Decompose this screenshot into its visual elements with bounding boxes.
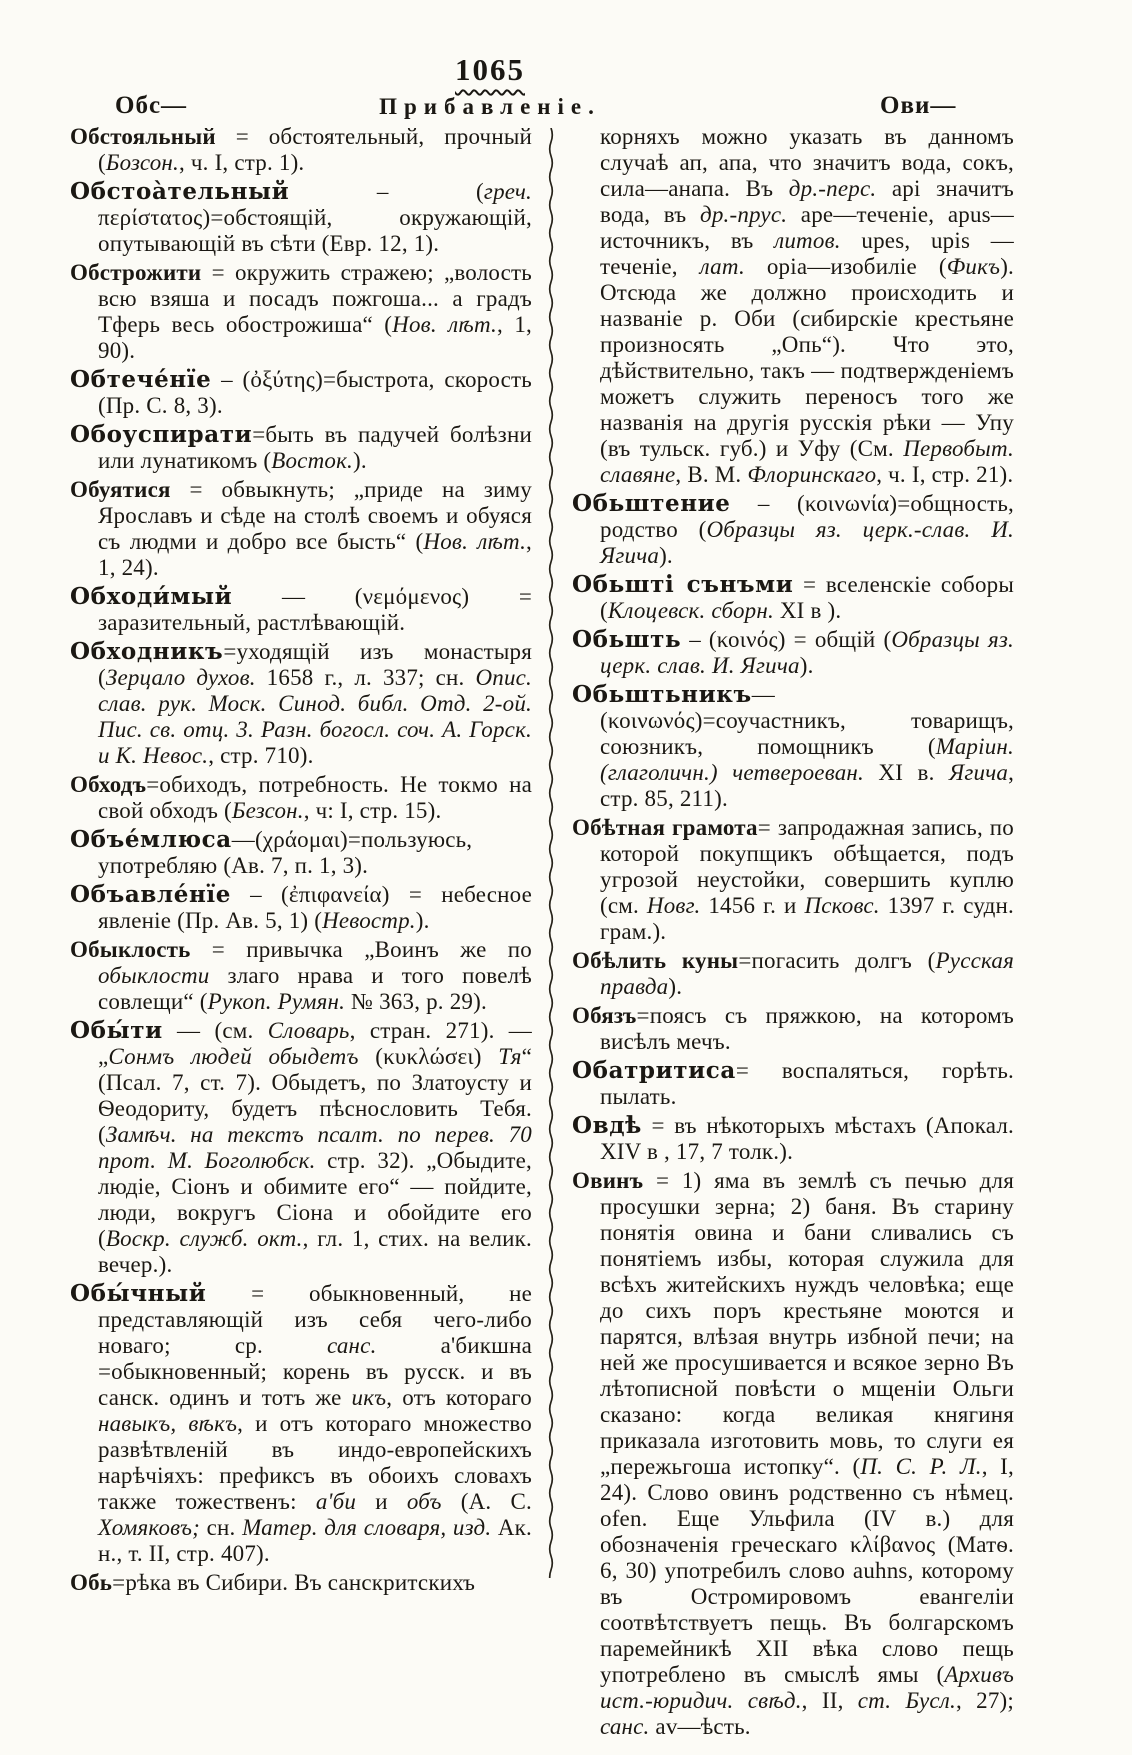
- entry-citation: санс.: [600, 1714, 650, 1739]
- entry-text: злаго нрава и того повелѣ совлещи“ (: [98, 963, 532, 1014]
- entry-text: “ (Псал. 7, ст. 7). Обыдетъ, по Златоусту и Ѳеодориту, будетъ пѣснословить Тебя. (: [98, 1044, 533, 1147]
- entry-text: =поясъ съ пряжкою, на которомъ висѣлъ мечъ.: [600, 1003, 1014, 1054]
- entry-text: – (ἐπιφανεία) = небесное явленіе (Пр. Ав. 5, 1) (: [98, 882, 532, 933]
- dictionary-entry: [572, 627, 1014, 679]
- entry-text: , и отъ котораго множество развѣтвленій въ индо-европейскихъ нарѣчіяхъ: префиксъ въ обоихъ словахъ также тожественъ:: [98, 1411, 533, 1514]
- entry-text: , отъ котораго: [386, 1385, 532, 1410]
- running-head-center: Прибавленіе.: [379, 94, 601, 119]
- entry-text: , стран. 271). — „: [98, 1018, 532, 1069]
- page-number: 1065: [455, 52, 525, 87]
- dictionary-entry: [572, 1003, 1014, 1055]
- entry-text: = окружить стражею; „волость всю взяша и посадъ пожгоша... а градъ Тферь весь обострожиша“ (: [98, 260, 532, 337]
- running-head-right: Ови—: [880, 92, 957, 119]
- entry-text: = воспаляться, горѣть. пылать.: [600, 1058, 1014, 1109]
- entry-text: = въ нѣкоторыхъ мѣстахъ (Апокал. XIV в , 17, 7 толк.).: [600, 1113, 1014, 1164]
- dictionary-entry: [70, 827, 532, 879]
- entry-text: , II,: [801, 1688, 858, 1713]
- dictionary-entry: [572, 948, 1014, 1000]
- dictionary-entry: [572, 1168, 1014, 1740]
- entry-text: = запродажная запись, по которой покупщикъ обѣщается, подъ угрозой неустойки, совершить куплю (см.: [600, 815, 1015, 918]
- dictionary-entry: [70, 124, 532, 176]
- entry-citation: Псковс.: [804, 893, 880, 918]
- entry-text: = обыкновенный, не представляющій изъ себя чего-либо новаго; ср.: [98, 1281, 532, 1358]
- entry-citation: Воскр. служб. окт.: [105, 1226, 303, 1251]
- entry-text: 1658 г., л. 337; сн.: [255, 665, 476, 690]
- dictionary-entry: [572, 1058, 1014, 1110]
- dictionary-entry: [70, 937, 532, 1015]
- entry-text: = вселенскіе соборы (: [600, 572, 1014, 623]
- entry-text: оріа—изобиліе (: [744, 254, 947, 279]
- dictionary-entry: [572, 815, 1014, 945]
- entry-citation: Хомяковъ;: [98, 1515, 201, 1540]
- entry-text: =уходящій изъ монастыря (: [98, 639, 532, 690]
- entry-text: Ак. н., т. II, стр. 407).: [98, 1515, 532, 1566]
- entry-text: а'бикшна =обыкновенный; корень въ русск. и въ санск. одинъ и тотъ же: [98, 1333, 532, 1410]
- entry-headword: Обы́чный: [70, 1280, 207, 1307]
- entry-text: XI в ).: [773, 598, 842, 623]
- entry-text: —(κοινωνός)=соучастникъ, товарищъ, союзникъ, помощникъ (: [600, 682, 1014, 759]
- dictionary-entry: [70, 772, 532, 824]
- dictionary-entry: [70, 477, 532, 581]
- entry-text: , 1, 90).: [98, 312, 532, 363]
- dictionary-entry: [70, 1281, 532, 1567]
- entry-text: =обиходъ, потребность. Не токмо на свой обходъ (: [98, 772, 532, 823]
- entry-headword: Объавле́нїе: [70, 881, 231, 908]
- entry-citation: Новг.: [646, 893, 701, 918]
- entry-text: , ч. I, стр. 1).: [179, 150, 305, 175]
- entry-text: , В. М.: [675, 462, 748, 487]
- entry-text: ).: [799, 653, 814, 678]
- entry-headword: Объе́млюса: [70, 826, 232, 853]
- text-block: [70, 124, 1062, 1743]
- dictionary-entry: [572, 682, 1014, 812]
- entry-headword: Обходъ: [70, 772, 147, 797]
- entry-citation: Зерцало духов.: [105, 665, 256, 690]
- entry-headword: Обьштьникъ: [572, 681, 752, 708]
- entry-citation: Маріин. (глаголичн.) четвероеван.: [600, 734, 1014, 785]
- entry-headword: Обьштение: [572, 490, 731, 517]
- entry-headword: Обьшть: [572, 626, 682, 653]
- dictionary-entry: [70, 1570, 532, 1596]
- entry-text: и: [356, 1489, 407, 1514]
- entry-text: (А. С.: [441, 1489, 532, 1514]
- entry-citation: Клоцевск. сборн.: [607, 598, 774, 623]
- dictionary-entry: [70, 639, 532, 769]
- entry-text: ).: [415, 908, 430, 933]
- entry-citation: Словарь: [267, 1018, 350, 1043]
- entry-citation: Сонмъ людей обыдетъ: [108, 1044, 359, 1069]
- entry-headword: Обязъ: [572, 1003, 637, 1028]
- entry-citation: Нов. лѣт.: [423, 529, 527, 554]
- dictionary-entry: [70, 1018, 532, 1278]
- entry-text: (κυκλώσει): [358, 1044, 499, 1069]
- entry-citation: др.-перс.: [788, 176, 877, 201]
- entry-headword: Обѣлить куны: [572, 948, 739, 973]
- entry-continuation: [572, 124, 1014, 488]
- entry-text: – (κοινός) = общій (: [681, 627, 892, 652]
- entry-citation: Замѣч. на текстъ псалт. по перев. 70 прот. М. Боголюбск.: [98, 1122, 532, 1173]
- entry-citation: Русская правда: [600, 948, 1014, 999]
- entry-text: 1397 г. судн. грам.).: [600, 893, 1014, 944]
- entry-text: , ч: I, стр. 15).: [303, 798, 442, 823]
- entry-headword: Обы́ти: [70, 1017, 163, 1044]
- entry-headword: Обѣтная грамота: [572, 815, 758, 840]
- entry-citation: Матер. для словаря, изд.: [242, 1515, 492, 1540]
- entry-citation: санс.: [327, 1333, 377, 1358]
- dictionary-entry: [572, 572, 1014, 624]
- entry-text: , гл. 1, стих. на велик. вечер.).: [98, 1226, 532, 1277]
- entry-citation: Флоринскаго: [747, 462, 877, 487]
- entry-citation: Безсон.: [231, 798, 304, 823]
- entry-text: =рѣка въ Сибири. Въ санскритскихъ: [112, 1570, 476, 1595]
- dictionary-entry: [572, 1113, 1014, 1165]
- entry-text: – (κοινωνία)=общность, родство (: [600, 491, 1014, 542]
- entry-text: av—ѣсть.: [649, 1714, 751, 1739]
- entry-text: аре—теченіе, apus—источникъ, въ: [600, 202, 1014, 253]
- entry-citation: а'би: [315, 1489, 357, 1514]
- entry-text: стр. 32). „Обыдите, людіе, Сіонъ и обимите его“ — пойдите, люди, вокругъ Сіона и обойдите его (: [98, 1148, 532, 1251]
- entry-citation: Образцы яз. церк. слав. И. Ягича: [600, 627, 1014, 678]
- entry-text: 1456 г. и: [700, 893, 805, 918]
- entry-headword: Обатритиса: [572, 1057, 736, 1084]
- entry-citation: обыклости: [98, 963, 210, 988]
- entry-citation: лат.: [699, 254, 745, 279]
- entry-citation: греч.: [483, 179, 532, 204]
- entry-text: арі значитъ вода, въ: [600, 176, 1014, 227]
- entry-text: ).: [659, 543, 673, 568]
- entry-text: = 1) яма въ землѣ съ печью для просушки зерна; 2) баня. Въ старину понятія овина и бани сливались съ понятіемъ избы, которая служила для всѣхъ житейскихъ нуждъ человѣка; еще до сихъ поръ крестьяне моются и парятся, влѣзая внутрь избной печи; на ней же просушивается и всякое зерно Въ лѣтописной повѣсти о мщеніи Ольги сказано: когда великая княгиня приказала изготовить мовь, то слуги ея „пережьгоша истопку“. (: [600, 1168, 1014, 1479]
- entry-text: – (: [289, 179, 484, 204]
- entry-citation: литов.: [774, 228, 841, 253]
- entry-citation: Восток.: [271, 448, 354, 473]
- entry-headword: Обстоа̀тельный: [70, 178, 290, 205]
- dictionary-entry: [70, 260, 532, 364]
- entry-headword: Обоуспирати: [70, 421, 253, 448]
- entry-citation: Ягича: [949, 760, 1009, 785]
- entry-text: сн.: [200, 1515, 243, 1540]
- entry-headword: Обьшті сънъми: [572, 571, 794, 598]
- entry-citation: ст. Бусл.: [857, 1688, 956, 1713]
- entry-citation: икъ: [351, 1385, 387, 1410]
- entry-text: корняхъ можно указать въ данномъ случаѣ ап, апа, что значитъ вода, сокъ, сила—анапа. Въ: [600, 124, 1014, 201]
- entry-text: , стр. 85, 211).: [600, 760, 1015, 811]
- entry-headword: Обтече́нїе: [70, 366, 212, 393]
- entry-headword: Обуятися: [70, 477, 171, 502]
- entry-headword: Овдѣ: [572, 1112, 642, 1139]
- entry-citation: Опис. слав. рук. Моск. Синод. библ. Отд. 2-ой. Пис. св. отц. 3. Разн. богосл. соч. А. Горск. и К. Невос.: [98, 665, 533, 768]
- entry-text: upes, upis — теченіе,: [600, 228, 1014, 279]
- running-head-left: Обс—: [115, 92, 188, 119]
- dictionary-entry: [70, 367, 532, 419]
- entry-citation: Первобыт. славяне: [600, 436, 1014, 487]
- entry-citation: Фикъ: [946, 254, 1001, 279]
- entry-text: , 27);: [955, 1688, 1014, 1713]
- entry-text: XI в.: [863, 760, 949, 785]
- entry-text: , стр. 710).: [208, 743, 314, 768]
- page-number-row: [0, 52, 980, 90]
- entry-text: № 363, р. 29).: [345, 989, 487, 1014]
- dictionary-entry: [572, 491, 1014, 569]
- entry-text: ).: [353, 448, 367, 473]
- entry-text: = привычка „Воинъ же по: [190, 937, 532, 962]
- entry-text: , 1, 24).: [98, 529, 532, 580]
- entry-citation: навыкъ, вѣкъ: [98, 1411, 238, 1436]
- entry-headword: Обстрожити: [70, 260, 202, 285]
- entry-text: = обвыкнуть; „приде на зиму Ярославъ и сѣде на столѣ своемъ и обуяся съ людми и добро все бысть“ (: [98, 477, 532, 554]
- entry-text: , ч. I, стр. 21).: [876, 462, 1014, 487]
- entry-citation: Нов. лѣт.: [392, 312, 497, 337]
- dictionary-entry: [70, 882, 532, 934]
- entry-text: — (νεμόμενος) = заразительный, растлѣвающій.: [98, 584, 532, 635]
- entry-headword: Обстояльный: [70, 124, 216, 149]
- right-column: [572, 124, 1014, 1743]
- entry-citation: Архивъ ист.-юридич. свѣд.: [600, 1662, 1014, 1713]
- entry-text: , I, 24). Слово овинъ родственно съ нѣмец. ofen. Еще Ульфила (IV в.) для обозначенія греческаго κλίβανος (Матѳ. 6, 30) употребилъ слово auhns, которому въ Остромировомъ евангеліи соотвѣтствуетъ пещь. Въ болгарскомъ паремейникѣ XII вѣка слово пещь употреблено въ смыслѣ ямы (: [600, 1454, 1014, 1687]
- dictionary-entry: [70, 584, 532, 636]
- entry-text: = обстоятельный, прочный (: [98, 124, 532, 175]
- entry-citation: Образцы яз. церк.-слав. И. Ягича: [600, 517, 1014, 568]
- entry-text: —(χράομαι)=пользуюсь, употребляю (Ав. 7, п. 1, 3).: [98, 827, 473, 878]
- entry-headword: Обыклость: [70, 937, 191, 962]
- entry-headword: Обходи́мый: [70, 583, 233, 610]
- entry-text: =быть въ падучей болѣзни или лунатикомъ (: [98, 422, 532, 473]
- left-column: [70, 124, 532, 1743]
- entry-headword: Обходникъ: [70, 638, 224, 665]
- entry-text: =погасить долгъ (: [738, 948, 936, 973]
- entry-citation: Рукоп. Румян.: [207, 989, 346, 1014]
- entry-text: ). Отсюда же должно происходить и названіе р. Оби (сибирскіе крестьяне произносять „Опь“). Что это, дѣйствительно, такъ — подтвержденіемъ можетъ служить переносъ того же названія на другія русскія рѣки — Упу (въ тульск. губ.) и Уфу (См.: [600, 254, 1014, 461]
- entry-text: ).: [668, 974, 683, 999]
- entry-citation: объ: [406, 1489, 442, 1514]
- entry-text: – (ὀξύτης)=быстрота, скорость (Пр. С. 8, 3).: [98, 367, 532, 418]
- dictionary-entry: [70, 422, 532, 474]
- entry-headword: Овинъ: [572, 1168, 644, 1193]
- dictionary-entry: [70, 179, 532, 257]
- entry-text: — (см.: [162, 1018, 268, 1043]
- entry-text: περίστατος)=обстоящій, окружающій, опутывающій въ сѣти (Евр. 12, 1).: [98, 205, 532, 256]
- entry-citation: Бозсон.: [105, 150, 179, 175]
- entry-headword: Обь: [70, 1570, 113, 1595]
- entry-citation: Невостр.: [322, 908, 416, 933]
- entry-citation: др.-прус.: [699, 202, 788, 227]
- running-heads: [0, 92, 1132, 124]
- entry-citation: Тя: [498, 1044, 522, 1069]
- entry-citation: П. С. Р. Л.: [860, 1454, 982, 1479]
